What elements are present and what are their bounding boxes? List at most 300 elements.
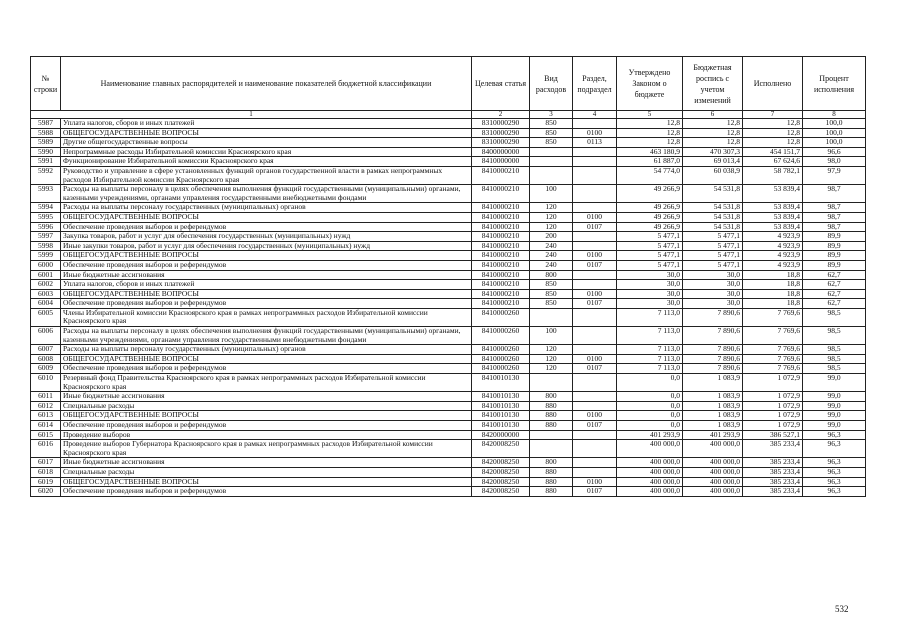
- row-number: 6008: [31, 354, 61, 364]
- approved-amount: 30,0: [617, 270, 683, 280]
- approved-amount: 49 266,9: [617, 222, 683, 232]
- row-number: 6018: [31, 467, 61, 477]
- table-row: [31, 212, 866, 222]
- executed-amount: 53 839,4: [743, 222, 803, 232]
- table-row: [31, 308, 866, 326]
- approved-amount: 7 113,0: [617, 354, 683, 364]
- target-code: 8410010130: [472, 411, 530, 421]
- target-code: 8410000210: [472, 251, 530, 261]
- executed-amount: 7 769,6: [743, 345, 803, 355]
- schedule-amount: 5 477,1: [683, 251, 743, 261]
- row-number: 6004: [31, 299, 61, 309]
- table-row: [31, 487, 866, 497]
- expense-kind: 240: [530, 241, 573, 251]
- row-name: Руководство и управление в сфере установленных функций органов государственной власти в рамках непрограммных расходов Избирательной комиссии Красноярского края: [61, 166, 472, 184]
- execution-percent: 100,0: [803, 128, 866, 138]
- executed-amount: 67 624,6: [743, 157, 803, 167]
- row-name: Обеспечение проведения выборов и референдумов: [61, 260, 472, 270]
- section-code: [573, 401, 617, 411]
- schedule-amount: 470 307,3: [683, 147, 743, 157]
- row-name: Расходы на выплаты персоналу государственных (муниципальных) органов: [61, 345, 472, 355]
- executed-amount: 7 769,6: [743, 327, 803, 345]
- row-name: Обеспечение проведения выборов и референдумов: [61, 364, 472, 374]
- execution-percent: 96,3: [803, 467, 866, 477]
- expense-kind: 200: [530, 232, 573, 242]
- execution-percent: 89,9: [803, 232, 866, 242]
- expense-kind: 880: [530, 401, 573, 411]
- section-code: [573, 241, 617, 251]
- approved-amount: 61 887,0: [617, 157, 683, 167]
- execution-percent: 96,3: [803, 440, 866, 458]
- schedule-amount: 7 890,6: [683, 308, 743, 326]
- schedule-amount: 60 038,9: [683, 166, 743, 184]
- section-code: [573, 270, 617, 280]
- approved-amount: 7 113,0: [617, 308, 683, 326]
- executed-amount: 18,8: [743, 270, 803, 280]
- schedule-amount: 12,8: [683, 128, 743, 138]
- approved-amount: 30,0: [617, 289, 683, 299]
- target-code: 8410000260: [472, 345, 530, 355]
- header-executed: Исполнено: [743, 57, 803, 111]
- schedule-amount: 12,8: [683, 138, 743, 148]
- target-code: 8410000210: [472, 222, 530, 232]
- execution-percent: 98,7: [803, 212, 866, 222]
- execution-percent: 99,0: [803, 392, 866, 402]
- execution-percent: 89,9: [803, 251, 866, 261]
- execution-percent: 62,7: [803, 280, 866, 290]
- row-name: Специальные расходы: [61, 401, 472, 411]
- execution-percent: 98,5: [803, 345, 866, 355]
- executed-amount: 385 233,4: [743, 477, 803, 487]
- expense-kind: 120: [530, 212, 573, 222]
- approved-amount: 12,8: [617, 138, 683, 148]
- row-number: 6014: [31, 421, 61, 431]
- executed-amount: 7 769,6: [743, 354, 803, 364]
- row-number: 5998: [31, 241, 61, 251]
- row-number: 5995: [31, 212, 61, 222]
- schedule-amount: 1 083,9: [683, 392, 743, 402]
- expense-kind: [530, 157, 573, 167]
- executed-amount: 53 839,4: [743, 185, 803, 203]
- execution-percent: 89,9: [803, 260, 866, 270]
- schedule-amount: 400 000,0: [683, 467, 743, 477]
- schedule-amount: 54 531,8: [683, 203, 743, 213]
- row-name: ОБЩЕГОСУДАРСТВЕННЫЕ ВОПРОСЫ: [61, 289, 472, 299]
- expense-kind: 850: [530, 119, 573, 129]
- table-row: [31, 458, 866, 468]
- approved-amount: 49 266,9: [617, 203, 683, 213]
- row-name: Обеспечение проведения выборов и референдумов: [61, 487, 472, 497]
- execution-percent: 98,7: [803, 222, 866, 232]
- approved-amount: 7 113,0: [617, 364, 683, 374]
- executed-amount: 4 923,9: [743, 251, 803, 261]
- row-name: Иные бюджетные ассигнования: [61, 458, 472, 468]
- row-number: 5991: [31, 157, 61, 167]
- target-code: 8410000000: [472, 157, 530, 167]
- table-row: [31, 327, 866, 345]
- target-code: 8410000210: [472, 212, 530, 222]
- row-name: Уплата налогов, сборов и иных платежей: [61, 280, 472, 290]
- row-number: 6005: [31, 308, 61, 326]
- approved-amount: 49 266,9: [617, 212, 683, 222]
- executed-amount: 7 769,6: [743, 308, 803, 326]
- table-row: [31, 280, 866, 290]
- table-row: [31, 119, 866, 129]
- execution-percent: 97,9: [803, 166, 866, 184]
- target-code: 8410000210: [472, 260, 530, 270]
- schedule-amount: 30,0: [683, 270, 743, 280]
- section-code: [573, 327, 617, 345]
- expense-kind: 100: [530, 185, 573, 203]
- section-code: [573, 119, 617, 129]
- header-name: Наименование главных распорядителей и наименование показателей бюджетной классификации: [61, 57, 472, 111]
- target-code: 8410010130: [472, 421, 530, 431]
- schedule-amount: 7 890,6: [683, 327, 743, 345]
- approved-amount: 5 477,1: [617, 251, 683, 261]
- col-number: 2: [472, 111, 530, 119]
- row-number: 6007: [31, 345, 61, 355]
- expense-kind: 240: [530, 251, 573, 261]
- row-number: 5988: [31, 128, 61, 138]
- header-kind: Вид расходов: [530, 57, 573, 111]
- expense-kind: [530, 374, 573, 392]
- row-number: 6013: [31, 411, 61, 421]
- executed-amount: 12,8: [743, 128, 803, 138]
- section-code: [573, 232, 617, 242]
- section-code: 0107: [573, 222, 617, 232]
- execution-percent: 98,5: [803, 327, 866, 345]
- section-code: [573, 374, 617, 392]
- section-code: 0100: [573, 354, 617, 364]
- row-number: 5997: [31, 232, 61, 242]
- approved-amount: 7 113,0: [617, 345, 683, 355]
- table-row: [31, 430, 866, 440]
- page-number: 532: [835, 604, 849, 614]
- row-name: ОБЩЕГОСУДАРСТВЕННЫЕ ВОПРОСЫ: [61, 477, 472, 487]
- header-section: Раздел, подраздел: [573, 57, 617, 111]
- row-number: 6019: [31, 477, 61, 487]
- executed-amount: 53 839,4: [743, 203, 803, 213]
- row-number: 6017: [31, 458, 61, 468]
- expense-kind: 240: [530, 260, 573, 270]
- expense-kind: 120: [530, 354, 573, 364]
- schedule-amount: 30,0: [683, 299, 743, 309]
- row-number: 6015: [31, 430, 61, 440]
- section-code: [573, 467, 617, 477]
- approved-amount: 400 000,0: [617, 467, 683, 477]
- row-name: ОБЩЕГОСУДАРСТВЕННЫЕ ВОПРОСЫ: [61, 251, 472, 261]
- expense-kind: 120: [530, 345, 573, 355]
- row-name: Уплата налогов, сборов и иных платежей: [61, 119, 472, 129]
- table-row: [31, 157, 866, 167]
- expense-kind: [530, 440, 573, 458]
- section-code: [573, 345, 617, 355]
- table-row: [31, 147, 866, 157]
- target-code: 8410000210: [472, 299, 530, 309]
- table-row: [31, 203, 866, 213]
- target-code: 8410000210: [472, 185, 530, 203]
- target-code: 8310000290: [472, 119, 530, 129]
- row-number: 5987: [31, 119, 61, 129]
- row-name: Проведение выборов Губернатора Красноярского края в рамках непрограммных расходов Избирательной комиссии Красноярского края: [61, 440, 472, 458]
- executed-amount: 385 233,4: [743, 440, 803, 458]
- col-number: 6: [683, 111, 743, 119]
- target-code: 8420000000: [472, 430, 530, 440]
- section-code: [573, 308, 617, 326]
- approved-amount: 0,0: [617, 421, 683, 431]
- schedule-amount: 54 531,8: [683, 185, 743, 203]
- expense-kind: 120: [530, 222, 573, 232]
- row-number: 6006: [31, 327, 61, 345]
- schedule-amount: 400 000,0: [683, 458, 743, 468]
- target-code: 8420008250: [472, 440, 530, 458]
- section-code: [573, 203, 617, 213]
- row-number: 6010: [31, 374, 61, 392]
- expense-kind: 880: [530, 467, 573, 477]
- approved-amount: 30,0: [617, 299, 683, 309]
- table-row: [31, 477, 866, 487]
- expense-kind: 880: [530, 411, 573, 421]
- row-number: 6011: [31, 392, 61, 402]
- row-name: Закупка товаров, работ и услуг для обеспечения государственных (муниципальных) нужд: [61, 232, 472, 242]
- section-code: [573, 280, 617, 290]
- executed-amount: 454 151,7: [743, 147, 803, 157]
- row-number: 6001: [31, 270, 61, 280]
- target-code: 8410010130: [472, 374, 530, 392]
- header-target: Целевая статья: [472, 57, 530, 111]
- row-name: Иные бюджетные ассигнования: [61, 270, 472, 280]
- column-number-row: [31, 111, 866, 119]
- expense-kind: 880: [530, 421, 573, 431]
- expense-kind: 120: [530, 364, 573, 374]
- schedule-amount: 30,0: [683, 280, 743, 290]
- approved-amount: 0,0: [617, 401, 683, 411]
- schedule-amount: 1 083,9: [683, 401, 743, 411]
- executed-amount: 18,8: [743, 299, 803, 309]
- approved-amount: 49 266,9: [617, 185, 683, 203]
- schedule-amount: 1 083,9: [683, 421, 743, 431]
- row-number: 5993: [31, 185, 61, 203]
- target-code: 8410000210: [472, 241, 530, 251]
- schedule-amount: 1 083,9: [683, 374, 743, 392]
- approved-amount: 12,8: [617, 119, 683, 129]
- expense-kind: 800: [530, 392, 573, 402]
- row-name: Обеспечение проведения выборов и референдумов: [61, 222, 472, 232]
- expense-kind: 850: [530, 289, 573, 299]
- expense-kind: 100: [530, 327, 573, 345]
- row-name: Специальные расходы: [61, 467, 472, 477]
- table-row: [31, 260, 866, 270]
- approved-amount: 0,0: [617, 411, 683, 421]
- section-code: [573, 458, 617, 468]
- schedule-amount: 30,0: [683, 289, 743, 299]
- schedule-amount: 69 013,4: [683, 157, 743, 167]
- expense-kind: 880: [530, 477, 573, 487]
- approved-amount: 5 477,1: [617, 241, 683, 251]
- row-number: 6009: [31, 364, 61, 374]
- executed-amount: 1 072,9: [743, 374, 803, 392]
- table-row: [31, 401, 866, 411]
- row-name: Непрограммные расходы Избирательной комиссии Красноярского края: [61, 147, 472, 157]
- schedule-amount: 400 000,0: [683, 477, 743, 487]
- col-number: 7: [743, 111, 803, 119]
- table-row: [31, 241, 866, 251]
- expense-kind: 850: [530, 128, 573, 138]
- section-code: 0100: [573, 212, 617, 222]
- expense-kind: [530, 147, 573, 157]
- schedule-amount: 5 477,1: [683, 241, 743, 251]
- row-name: Функционирование Избирательной комиссии Красноярского края: [61, 157, 472, 167]
- row-number: 6016: [31, 440, 61, 458]
- target-code: 8410000260: [472, 364, 530, 374]
- execution-percent: 99,0: [803, 401, 866, 411]
- target-code: 8410000260: [472, 308, 530, 326]
- execution-percent: 96,3: [803, 430, 866, 440]
- execution-percent: 62,7: [803, 299, 866, 309]
- row-name: Другие общегосударственные вопросы: [61, 138, 472, 148]
- schedule-amount: 7 890,6: [683, 364, 743, 374]
- section-code: 0100: [573, 289, 617, 299]
- table-row: [31, 299, 866, 309]
- table-row: [31, 364, 866, 374]
- schedule-amount: 7 890,6: [683, 354, 743, 364]
- section-code: [573, 147, 617, 157]
- target-code: 8420008250: [472, 458, 530, 468]
- schedule-amount: 400 000,0: [683, 487, 743, 497]
- execution-percent: 100,0: [803, 138, 866, 148]
- table-row: [31, 440, 866, 458]
- executed-amount: 7 769,6: [743, 364, 803, 374]
- target-code: 8410000210: [472, 280, 530, 290]
- col-number: 3: [530, 111, 573, 119]
- section-code: 0100: [573, 411, 617, 421]
- expense-kind: [530, 166, 573, 184]
- approved-amount: 5 477,1: [617, 232, 683, 242]
- row-name: Члены Избирательной комиссии Красноярского края в рамках непрограммных расходов Избирательной комиссии Красноярского края: [61, 308, 472, 326]
- table-body: [31, 119, 866, 497]
- budget-table: [30, 56, 866, 497]
- execution-percent: 62,7: [803, 289, 866, 299]
- executed-amount: 385 233,4: [743, 467, 803, 477]
- execution-percent: 96,6: [803, 147, 866, 157]
- expense-kind: 850: [530, 280, 573, 290]
- executed-amount: 53 839,4: [743, 212, 803, 222]
- table-row: [31, 138, 866, 148]
- execution-percent: 98,7: [803, 185, 866, 203]
- header-row: [31, 57, 866, 111]
- section-code: [573, 185, 617, 203]
- row-name: Проведение выборов: [61, 430, 472, 440]
- table-row: [31, 270, 866, 280]
- budget-table-sheet: [30, 56, 865, 497]
- table-row: [31, 392, 866, 402]
- approved-amount: 400 000,0: [617, 477, 683, 487]
- executed-amount: 1 072,9: [743, 421, 803, 431]
- row-name: Обеспечение проведения выборов и референдумов: [61, 421, 472, 431]
- row-number: 5999: [31, 251, 61, 261]
- executed-amount: 4 923,9: [743, 232, 803, 242]
- expense-kind: 800: [530, 270, 573, 280]
- table-row: [31, 251, 866, 261]
- target-code: 8410000210: [472, 232, 530, 242]
- row-number: 6002: [31, 280, 61, 290]
- expense-kind: 120: [530, 203, 573, 213]
- table-row: [31, 185, 866, 203]
- expense-kind: 800: [530, 458, 573, 468]
- executed-amount: 12,8: [743, 119, 803, 129]
- execution-percent: 62,7: [803, 270, 866, 280]
- approved-amount: 400 000,0: [617, 487, 683, 497]
- target-code: 8410000210: [472, 270, 530, 280]
- target-code: 8310000290: [472, 138, 530, 148]
- execution-percent: 96,3: [803, 487, 866, 497]
- col-number: 4: [573, 111, 617, 119]
- execution-percent: 98,5: [803, 354, 866, 364]
- executed-amount: 1 072,9: [743, 401, 803, 411]
- executed-amount: 4 923,9: [743, 260, 803, 270]
- execution-percent: 99,0: [803, 421, 866, 431]
- executed-amount: 385 233,4: [743, 458, 803, 468]
- execution-percent: 99,0: [803, 374, 866, 392]
- row-name: Обеспечение проведения выборов и референдумов: [61, 299, 472, 309]
- row-name: Расходы на выплаты персоналу в целях обеспечения выполнения функций государственными (муниципальными) органами, казенными учреждениями, органами управления государственными внебюджетными фондами: [61, 185, 472, 203]
- target-code: 8420008250: [472, 467, 530, 477]
- expense-kind: 850: [530, 299, 573, 309]
- table-row: [31, 166, 866, 184]
- section-code: [573, 392, 617, 402]
- executed-amount: 58 782,1: [743, 166, 803, 184]
- table-row: [31, 421, 866, 431]
- row-name: ОБЩЕГОСУДАРСТВЕННЫЕ ВОПРОСЫ: [61, 212, 472, 222]
- execution-percent: 98,0: [803, 157, 866, 167]
- schedule-amount: 5 477,1: [683, 232, 743, 242]
- target-code: 8410010130: [472, 401, 530, 411]
- expense-kind: 850: [530, 138, 573, 148]
- approved-amount: 54 774,0: [617, 166, 683, 184]
- header-row-no: № строки: [31, 57, 61, 111]
- header-percent: Процент исполнения: [803, 57, 866, 111]
- table-row: [31, 222, 866, 232]
- row-number: 5994: [31, 203, 61, 213]
- schedule-amount: 12,8: [683, 119, 743, 129]
- section-code: 0107: [573, 487, 617, 497]
- section-code: 0100: [573, 128, 617, 138]
- target-code: 8400000000: [472, 147, 530, 157]
- col-number: 1: [31, 111, 472, 119]
- target-code: 8410000210: [472, 203, 530, 213]
- approved-amount: 12,8: [617, 128, 683, 138]
- col-number: 8: [803, 111, 866, 119]
- row-name: ОБЩЕГОСУДАРСТВЕННЫЕ ВОПРОСЫ: [61, 411, 472, 421]
- table-row: [31, 374, 866, 392]
- row-name: ОБЩЕГОСУДАРСТВЕННЫЕ ВОПРОСЫ: [61, 128, 472, 138]
- row-name: Резервный фонд Правительства Красноярского края в рамках непрограммных расходов Избирательной комиссии Красноярского края: [61, 374, 472, 392]
- table-row: [31, 232, 866, 242]
- schedule-amount: 54 531,8: [683, 212, 743, 222]
- header-approved: Утверждено Законом о бюджете: [617, 57, 683, 111]
- approved-amount: 30,0: [617, 280, 683, 290]
- table-row: [31, 128, 866, 138]
- executed-amount: 4 923,9: [743, 241, 803, 251]
- target-code: 8410010130: [472, 392, 530, 402]
- section-code: 0107: [573, 364, 617, 374]
- schedule-amount: 401 293,9: [683, 430, 743, 440]
- row-number: 6020: [31, 487, 61, 497]
- section-code: 0100: [573, 251, 617, 261]
- table-row: [31, 289, 866, 299]
- execution-percent: 98,5: [803, 308, 866, 326]
- row-number: 5989: [31, 138, 61, 148]
